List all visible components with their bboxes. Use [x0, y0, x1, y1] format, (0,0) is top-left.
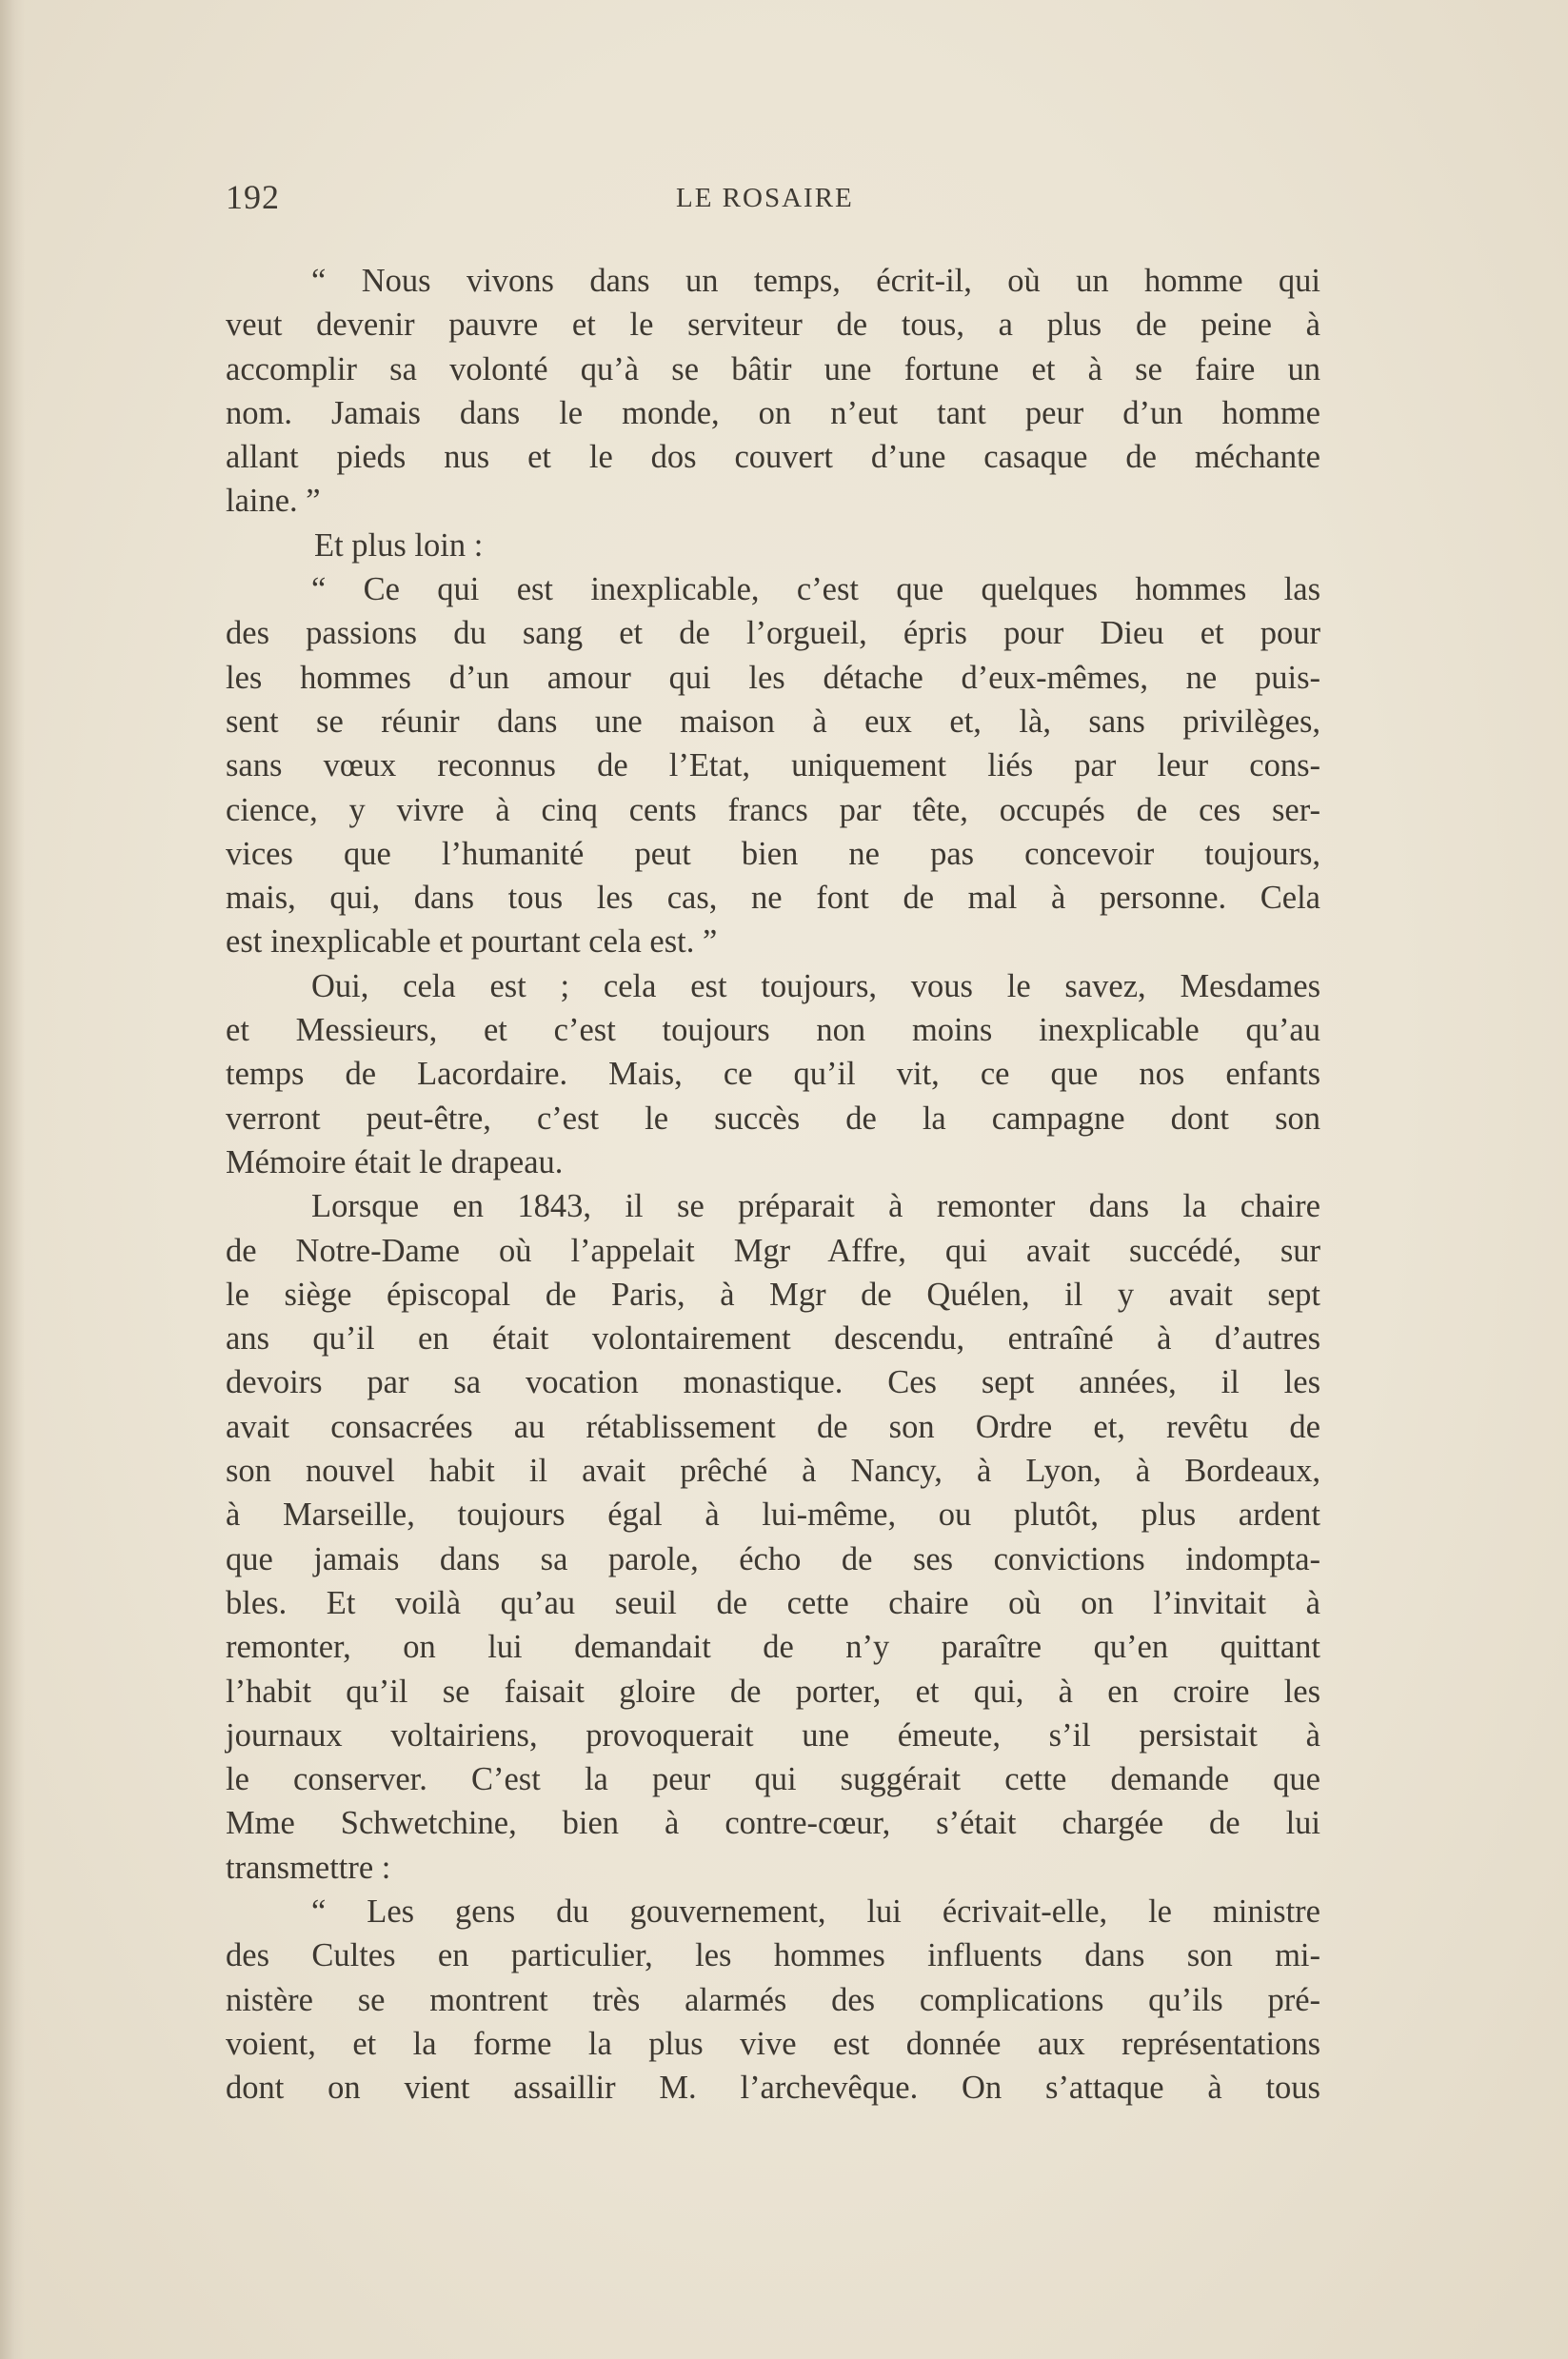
text-line: nistère se montrent très alarmés des complications qu’ils pré-: [226, 1981, 1320, 2018]
text-line: devoirs par sa vocation monastique. Ces sept années, il les: [226, 1364, 1320, 1401]
text-line: transmettre :: [226, 1849, 391, 1886]
text-line: des Cultes en particulier, les hommes influents dans son mi-: [226, 1937, 1320, 1974]
text-line: “ Ce qui est inexplicable, c’est que quelques hommes las: [311, 571, 1320, 608]
text-line: que jamais dans sa parole, écho de ses convictions indompta-: [226, 1540, 1320, 1577]
text-line: les hommes d’un amour qui les détache d’eux-mêmes, ne puis-: [226, 659, 1320, 696]
text-line: le conserver. C’est la peur qui suggérait cette demande que: [226, 1761, 1320, 1798]
text-line: “ Les gens du gouvernement, lui écrivait-elle, le ministre: [311, 1893, 1320, 1930]
text-line: ans qu’il en était volontairement descendu, entraîné à d’autres: [226, 1320, 1320, 1358]
text-line: verront peut-être, c’est le succès de la campagne dont son: [226, 1100, 1320, 1137]
text-line: sent se réunir dans une maison à eux et, là, sans privilèges,: [226, 703, 1320, 740]
text-line: nom. Jamais dans le monde, on n’eut tant peur d’un homme: [226, 394, 1320, 431]
text-line: avait consacrées au rétablissement de son Ordre et, revêtu de: [226, 1408, 1320, 1445]
text-line: voient, et la forme la plus vive est donnée aux représentations: [226, 2025, 1320, 2062]
text-line: des passions du sang et de l’orgueil, épris pour Dieu et pour: [226, 615, 1320, 652]
text-line: l’habit qu’il se faisait gloire de porter, et qui, à en croire les: [226, 1673, 1320, 1710]
text-line: temps de Lacordaire. Mais, ce qu’il vit, ce que nos enfants: [226, 1056, 1320, 1093]
text-line: Mémoire était le drapeau.: [226, 1143, 564, 1180]
text-line: dont on vient assaillir M. l’archevêque. On s’attaque à tous: [226, 2070, 1320, 2107]
text-line: Mme Schwetchine, bien à contre-cœur, s’était chargée de lui: [226, 1805, 1320, 1842]
page-number: 192: [226, 178, 280, 216]
text-line: et Messieurs, et c’est toujours non moins inexplicable qu’au: [226, 1012, 1320, 1049]
text-line: journaux voltairiens, provoquerait une émeute, s’il persistait à: [226, 1716, 1320, 1754]
text-line: Oui, cela est ; cela est toujours, vous le savez, Mesdames: [311, 967, 1320, 1004]
text-line: mais, qui, dans tous les cas, ne font de mal à personne. Cela: [226, 880, 1320, 917]
binding-gutter-shadow: [0, 0, 25, 2359]
body-text: [226, 259, 1320, 2110]
text-line: son nouvel habit il avait prêché à Nancy, à Lyon, à Bordeaux,: [226, 1453, 1320, 1490]
text-line: vices que l’humanité peut bien ne pas concevoir toujours,: [226, 835, 1320, 872]
text-line: Lorsque en 1843, il se préparait à remonter dans la chaire: [311, 1188, 1320, 1225]
text-line: remonter, on lui demandait de n’y paraître qu’en quittant: [226, 1629, 1320, 1666]
text-line: à Marseille, toujours égal à lui-même, ou plutôt, plus ardent: [226, 1497, 1320, 1534]
text-line: accomplir sa volonté qu’à se bâtir une fortune et à se faire un: [226, 350, 1320, 387]
text-line: “ Nous vivons dans un temps, écrit-il, où un homme qui: [311, 263, 1320, 299]
running-title: LE ROSAIRE: [676, 183, 854, 213]
text-line: veut devenir pauvre et le serviteur de tous, a plus de peine à: [226, 307, 1320, 344]
text-line: Et plus loin :: [314, 526, 484, 564]
text-line: laine. ”: [226, 483, 321, 520]
text-line: de Notre-Dame où l’appelait Mgr Affre, qui avait succédé, sur: [226, 1232, 1320, 1269]
text-line: allant pieds nus et le dos couvert d’une casaque de méchante: [226, 439, 1320, 476]
text-line: cience, y vivre à cinq cents francs par tête, occupés de ces ser-: [226, 791, 1320, 828]
text-line: le siège épiscopal de Paris, à Mgr de Quélen, il y avait sept: [226, 1276, 1320, 1313]
text-line: bles. Et voilà qu’au seuil de cette chaire où on l’invitait à: [226, 1584, 1320, 1621]
page-header: [0, 177, 1568, 225]
text-line: est inexplicable et pourtant cela est. ”: [226, 923, 718, 961]
text-line: sans vœux reconnus de l’Etat, uniquement liés par leur cons-: [226, 747, 1320, 784]
